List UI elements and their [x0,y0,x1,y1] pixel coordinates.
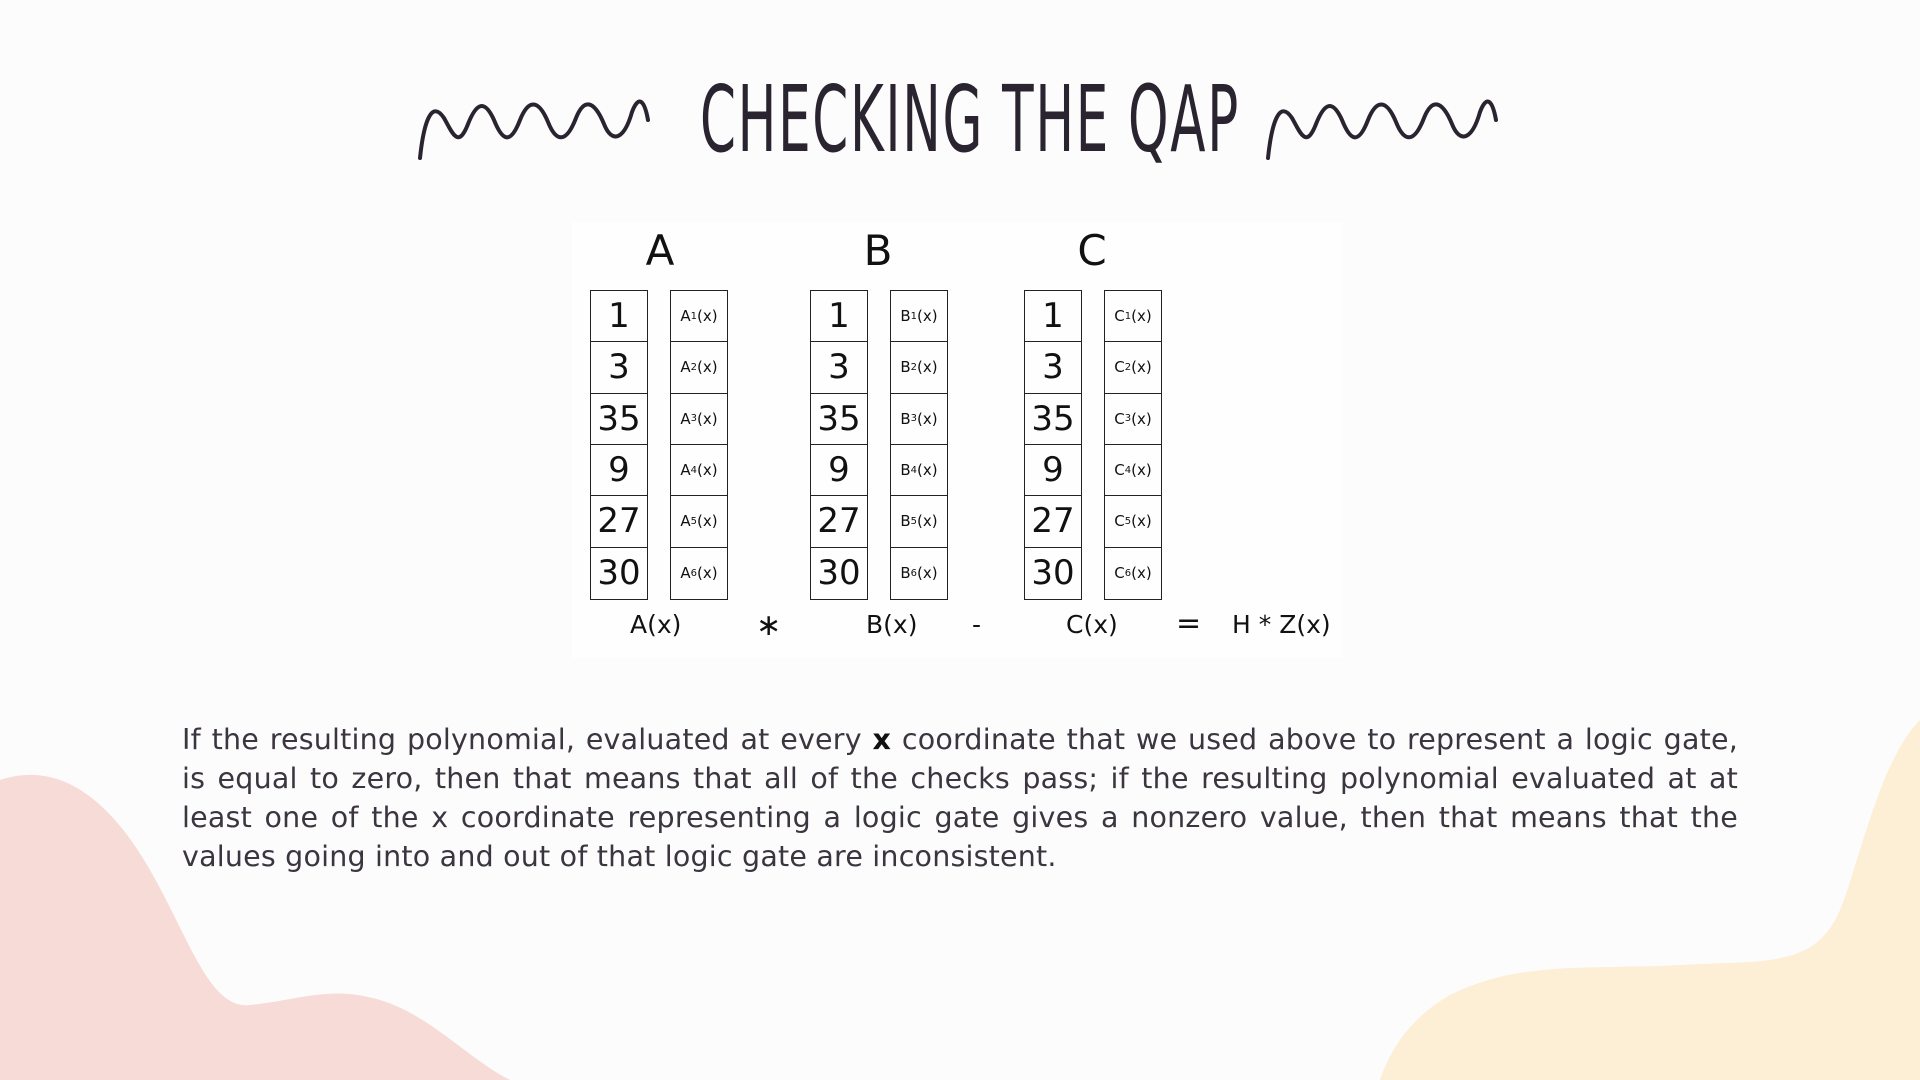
equation-multiply: ∗ [756,608,782,643]
squiggle-right-icon [1266,80,1498,160]
poly-suffix: (x) [697,358,718,377]
poly-suffix: (x) [1131,409,1152,428]
value-cell-c: 1 [1025,291,1081,342]
poly-subscript: 1 [1124,310,1132,322]
poly-subscript: 5 [910,515,918,527]
poly-letter: A [680,564,691,583]
group-b-values [810,290,868,600]
poly-letter: C [1114,307,1125,326]
value-cell-b: 27 [811,496,867,547]
poly-letter: C [1114,358,1125,377]
equation-b: B(x) [866,610,918,639]
group-b-header: B [863,226,893,275]
explanation-paragraph [182,720,1738,876]
poly-letter: A [680,461,691,480]
poly-cell-c [1105,394,1161,445]
poly-suffix: (x) [697,564,718,583]
poly-letter: C [1114,461,1125,480]
poly-cell-c [1105,445,1161,496]
paragraph-bold-x: x [872,723,892,756]
group-c-header: C [1077,226,1107,275]
poly-suffix: (x) [697,461,718,480]
value-cell-a: 30 [597,553,641,594]
poly-cell-b [891,342,947,393]
poly-subscript: 5 [1124,515,1132,527]
poly-letter: B [900,461,911,480]
value-cell-c: 35 [1025,394,1081,445]
poly-letter: C [1114,512,1125,531]
poly-subscript: 2 [690,361,698,373]
poly-letter: C [1114,409,1125,428]
qap-diagram [572,222,1342,658]
poly-suffix: (x) [917,307,938,326]
poly-subscript: 6 [1124,567,1132,579]
poly-suffix: (x) [697,307,718,326]
poly-letter: A [680,409,691,428]
group-c-polys [1104,290,1162,600]
poly-suffix: (x) [1131,358,1152,377]
poly-suffix: (x) [1131,461,1152,480]
poly-cell-b [891,394,947,445]
value-cell-c: 30 [1031,553,1075,594]
poly-subscript: 4 [910,464,918,476]
poly-subscript: 4 [1124,464,1132,476]
value-cell-a: 35 [591,394,647,445]
poly-cell-b [891,548,947,599]
poly-cell-a [671,445,727,496]
value-cell-a: 3 [591,342,647,393]
poly-subscript: 3 [910,413,918,425]
title-row [0,52,1920,182]
poly-suffix: (x) [917,512,938,531]
value-cell-a: 1 [591,291,647,342]
value-cell-c: 9 [1025,445,1081,496]
poly-letter: A [680,307,691,326]
equation-minus: - [972,610,982,639]
poly-cell-a [671,342,727,393]
squiggle-left-icon [418,80,650,160]
poly-letter: A [680,512,691,531]
poly-subscript: 3 [690,413,698,425]
poly-subscript: 1 [910,310,918,322]
value-cell-c: 27 [1025,496,1081,547]
value-cell-b: 1 [811,291,867,342]
poly-cell-b [891,496,947,547]
poly-letter: B [900,409,911,428]
paragraph-text-start: If the resulting polynomial, evaluated at every [182,723,873,756]
poly-cell-c [1105,548,1161,599]
poly-cell-a [671,394,727,445]
poly-letter: B [900,564,911,583]
poly-subscript: 3 [1124,413,1132,425]
poly-cell-b [891,445,947,496]
slide-title: CHECKING THE QAP [700,66,1240,173]
poly-suffix: (x) [917,564,938,583]
poly-subscript: 5 [690,515,698,527]
value-cell-b: 35 [811,394,867,445]
group-b-polys [890,290,948,600]
poly-cell-c [1105,291,1161,342]
poly-cell-a [671,496,727,547]
poly-letter: B [900,307,911,326]
group-c-values [1024,290,1082,600]
poly-suffix: (x) [697,409,718,428]
poly-suffix: (x) [1131,564,1152,583]
poly-subscript: 6 [910,567,918,579]
value-cell-b: 9 [811,445,867,496]
poly-suffix: (x) [917,409,938,428]
poly-suffix: (x) [1131,307,1152,326]
value-cell-c: 3 [1025,342,1081,393]
value-cell-b: 3 [811,342,867,393]
poly-suffix: (x) [917,461,938,480]
poly-letter: B [900,358,911,377]
equation-equals: = [1176,606,1202,641]
value-cell-a: 27 [591,496,647,547]
equation-a: A(x) [630,610,682,639]
equation-result: H * Z(x) [1232,610,1331,639]
group-a-header: A [645,226,675,275]
poly-cell-a [671,548,727,599]
group-a-values [590,290,648,600]
poly-letter: C [1114,564,1125,583]
poly-subscript: 6 [690,567,698,579]
poly-cell-b [891,291,947,342]
group-a-polys [670,290,728,600]
poly-cell-c [1105,496,1161,547]
poly-subscript: 1 [690,310,698,322]
poly-letter: B [900,512,911,531]
poly-suffix: (x) [697,512,718,531]
equation-c: C(x) [1066,610,1118,639]
value-cell-b: 30 [817,553,861,594]
poly-subscript: 2 [1124,361,1132,373]
poly-subscript: 4 [690,464,698,476]
poly-cell-c [1105,342,1161,393]
poly-subscript: 2 [910,361,918,373]
poly-cell-a [671,291,727,342]
paragraph-text-end: coordinate that we used above to represent a logic gate, is equal to zero, then that means that all of the checks pass; if the resulting polynomial evaluated at at least one of the x coordinate representing a logic gate gives a nonzero value, then that means that the values going into and out of that logic gate are inconsistent. [182,723,1738,873]
poly-suffix: (x) [1131,512,1152,531]
poly-letter: A [680,358,691,377]
value-cell-a: 9 [591,445,647,496]
poly-suffix: (x) [917,358,938,377]
